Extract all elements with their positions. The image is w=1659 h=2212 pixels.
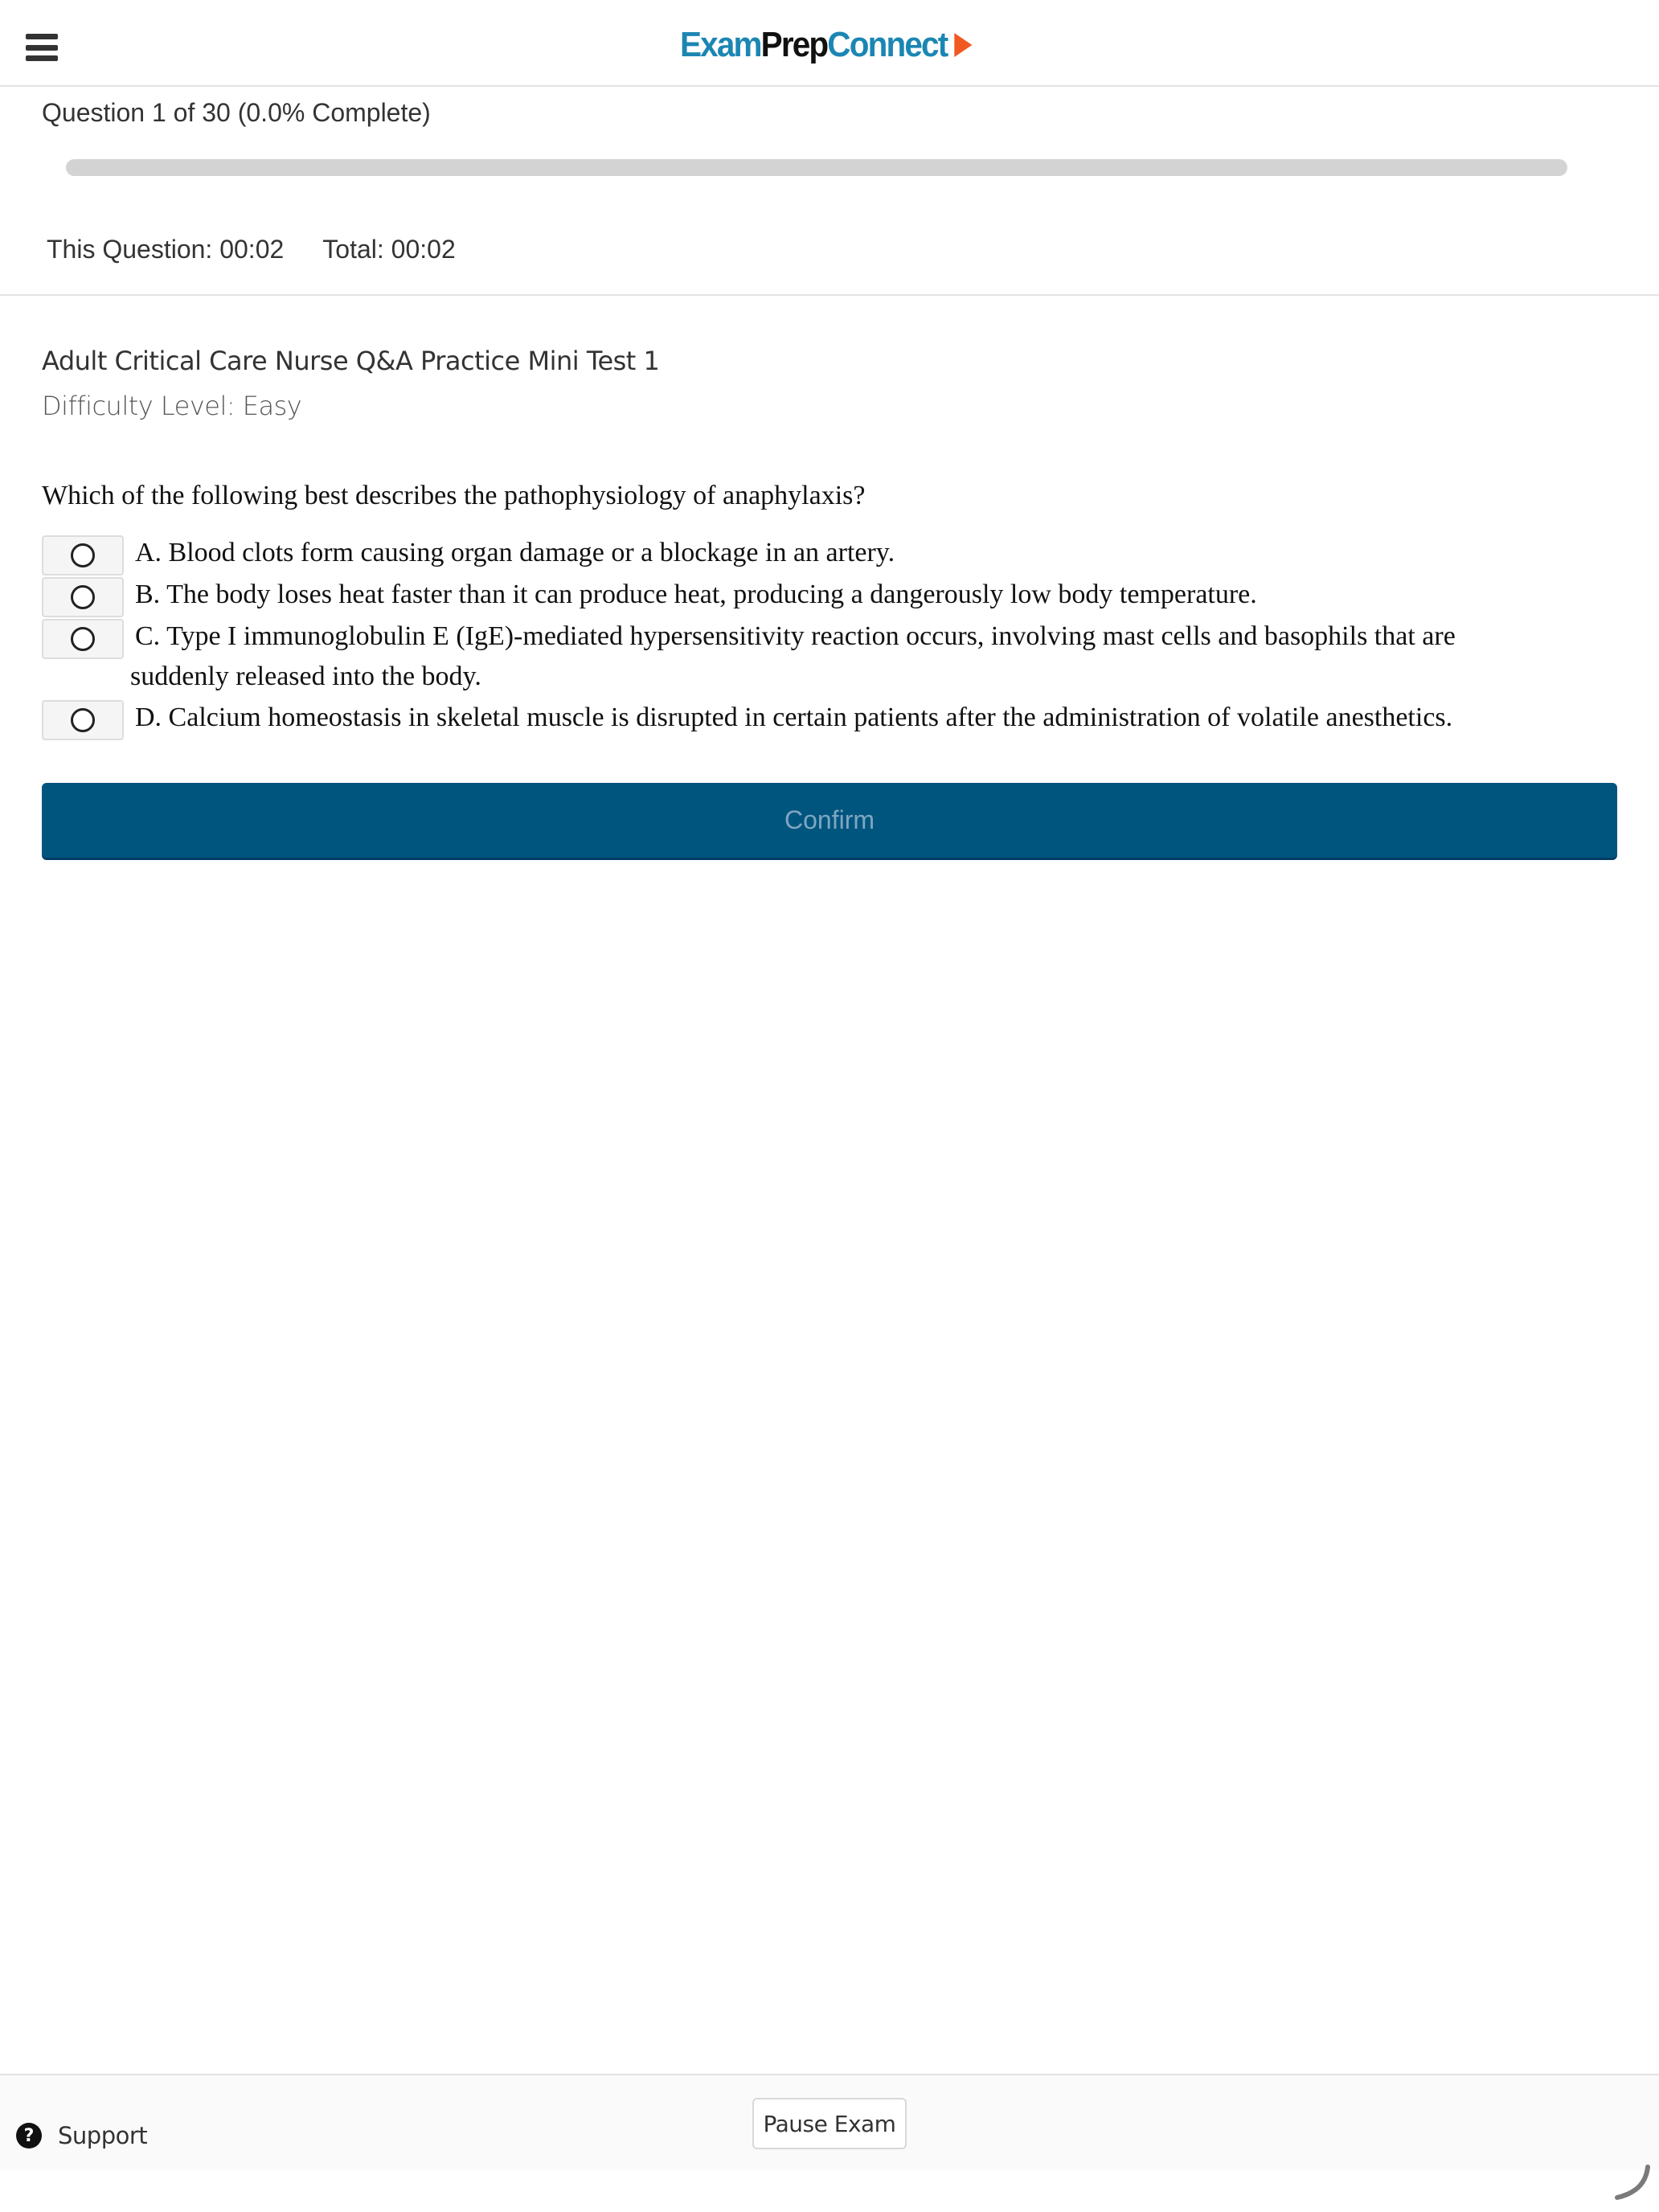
hamburger-icon[interactable]	[26, 34, 58, 61]
footer-bar	[0, 2074, 1659, 2170]
support-label: Support	[58, 2122, 148, 2149]
top-bar	[0, 0, 1659, 87]
answer-option-d[interactable]	[42, 698, 1609, 740]
radio-button-a[interactable]	[42, 535, 124, 576]
question-text: Which of the following best describes the pathophysiology of anaphylaxis?	[42, 481, 866, 510]
exam-title: Adult Critical Care Nurse Q&A Practice Mini Test 1	[42, 346, 660, 376]
answer-text-b[interactable]: B. The body loses heat faster than it can produce heat, producing a dangerously low body temperature.	[135, 580, 1257, 609]
radio-circle-icon	[71, 585, 95, 609]
answer-text-a[interactable]: A. Blood clots form causing organ damage or a blockage in an artery.	[135, 538, 895, 567]
confirm-button[interactable]: Confirm	[42, 783, 1617, 860]
answer-option-b[interactable]	[42, 576, 1609, 617]
radio-circle-icon	[71, 708, 95, 732]
this-question-timer: This Question: 00:02	[47, 235, 285, 264]
logo-text-prep: Prep	[760, 25, 828, 64]
answer-text-c-line2[interactable]: suddenly released into the body.	[130, 662, 481, 691]
radio-button-d[interactable]	[42, 700, 124, 740]
timers	[47, 235, 456, 264]
radio-circle-icon	[71, 543, 95, 567]
progress-text: Question 1 of 30 (0.0% Complete)	[42, 98, 431, 127]
pause-exam-button[interactable]: Pause Exam	[752, 2098, 907, 2149]
progress-bar	[66, 159, 1567, 176]
answer-text-c-line1: C. Type I immunoglobulin E (IgE)-mediated hypersensitivity reaction occurs, involving mast cells and basophils that are	[135, 621, 1456, 651]
support-link[interactable]	[16, 2122, 147, 2149]
answer-option-c-continued[interactable]	[42, 657, 1609, 695]
radio-button-b[interactable]	[42, 577, 124, 617]
loading-spinner-icon	[1608, 2162, 1656, 2202]
exam-prep-connect-logo[interactable]	[680, 21, 973, 69]
difficulty-level: Difficulty Level: Easy	[42, 391, 302, 421]
divider	[0, 294, 1659, 296]
answer-text-d[interactable]: D. Calcium homeostasis in skeletal muscle is disrupted in certain patients after the administration of volatile anesthetics.	[135, 703, 1453, 732]
logo-text-exam: Exam	[680, 25, 761, 64]
answer-option-a[interactable]	[42, 534, 1609, 576]
radio-circle-icon	[71, 627, 95, 651]
chevron-right-icon	[955, 33, 973, 57]
radio-button-c[interactable]	[42, 619, 124, 659]
answer-option-c[interactable]	[42, 617, 1609, 659]
question-circle-icon: ?	[16, 2123, 42, 2149]
total-timer: Total: 00:02	[322, 235, 456, 264]
answer-text-c[interactable]	[124, 617, 1603, 655]
answer-list	[42, 534, 1609, 740]
logo-text-connect: Connect	[827, 25, 948, 64]
